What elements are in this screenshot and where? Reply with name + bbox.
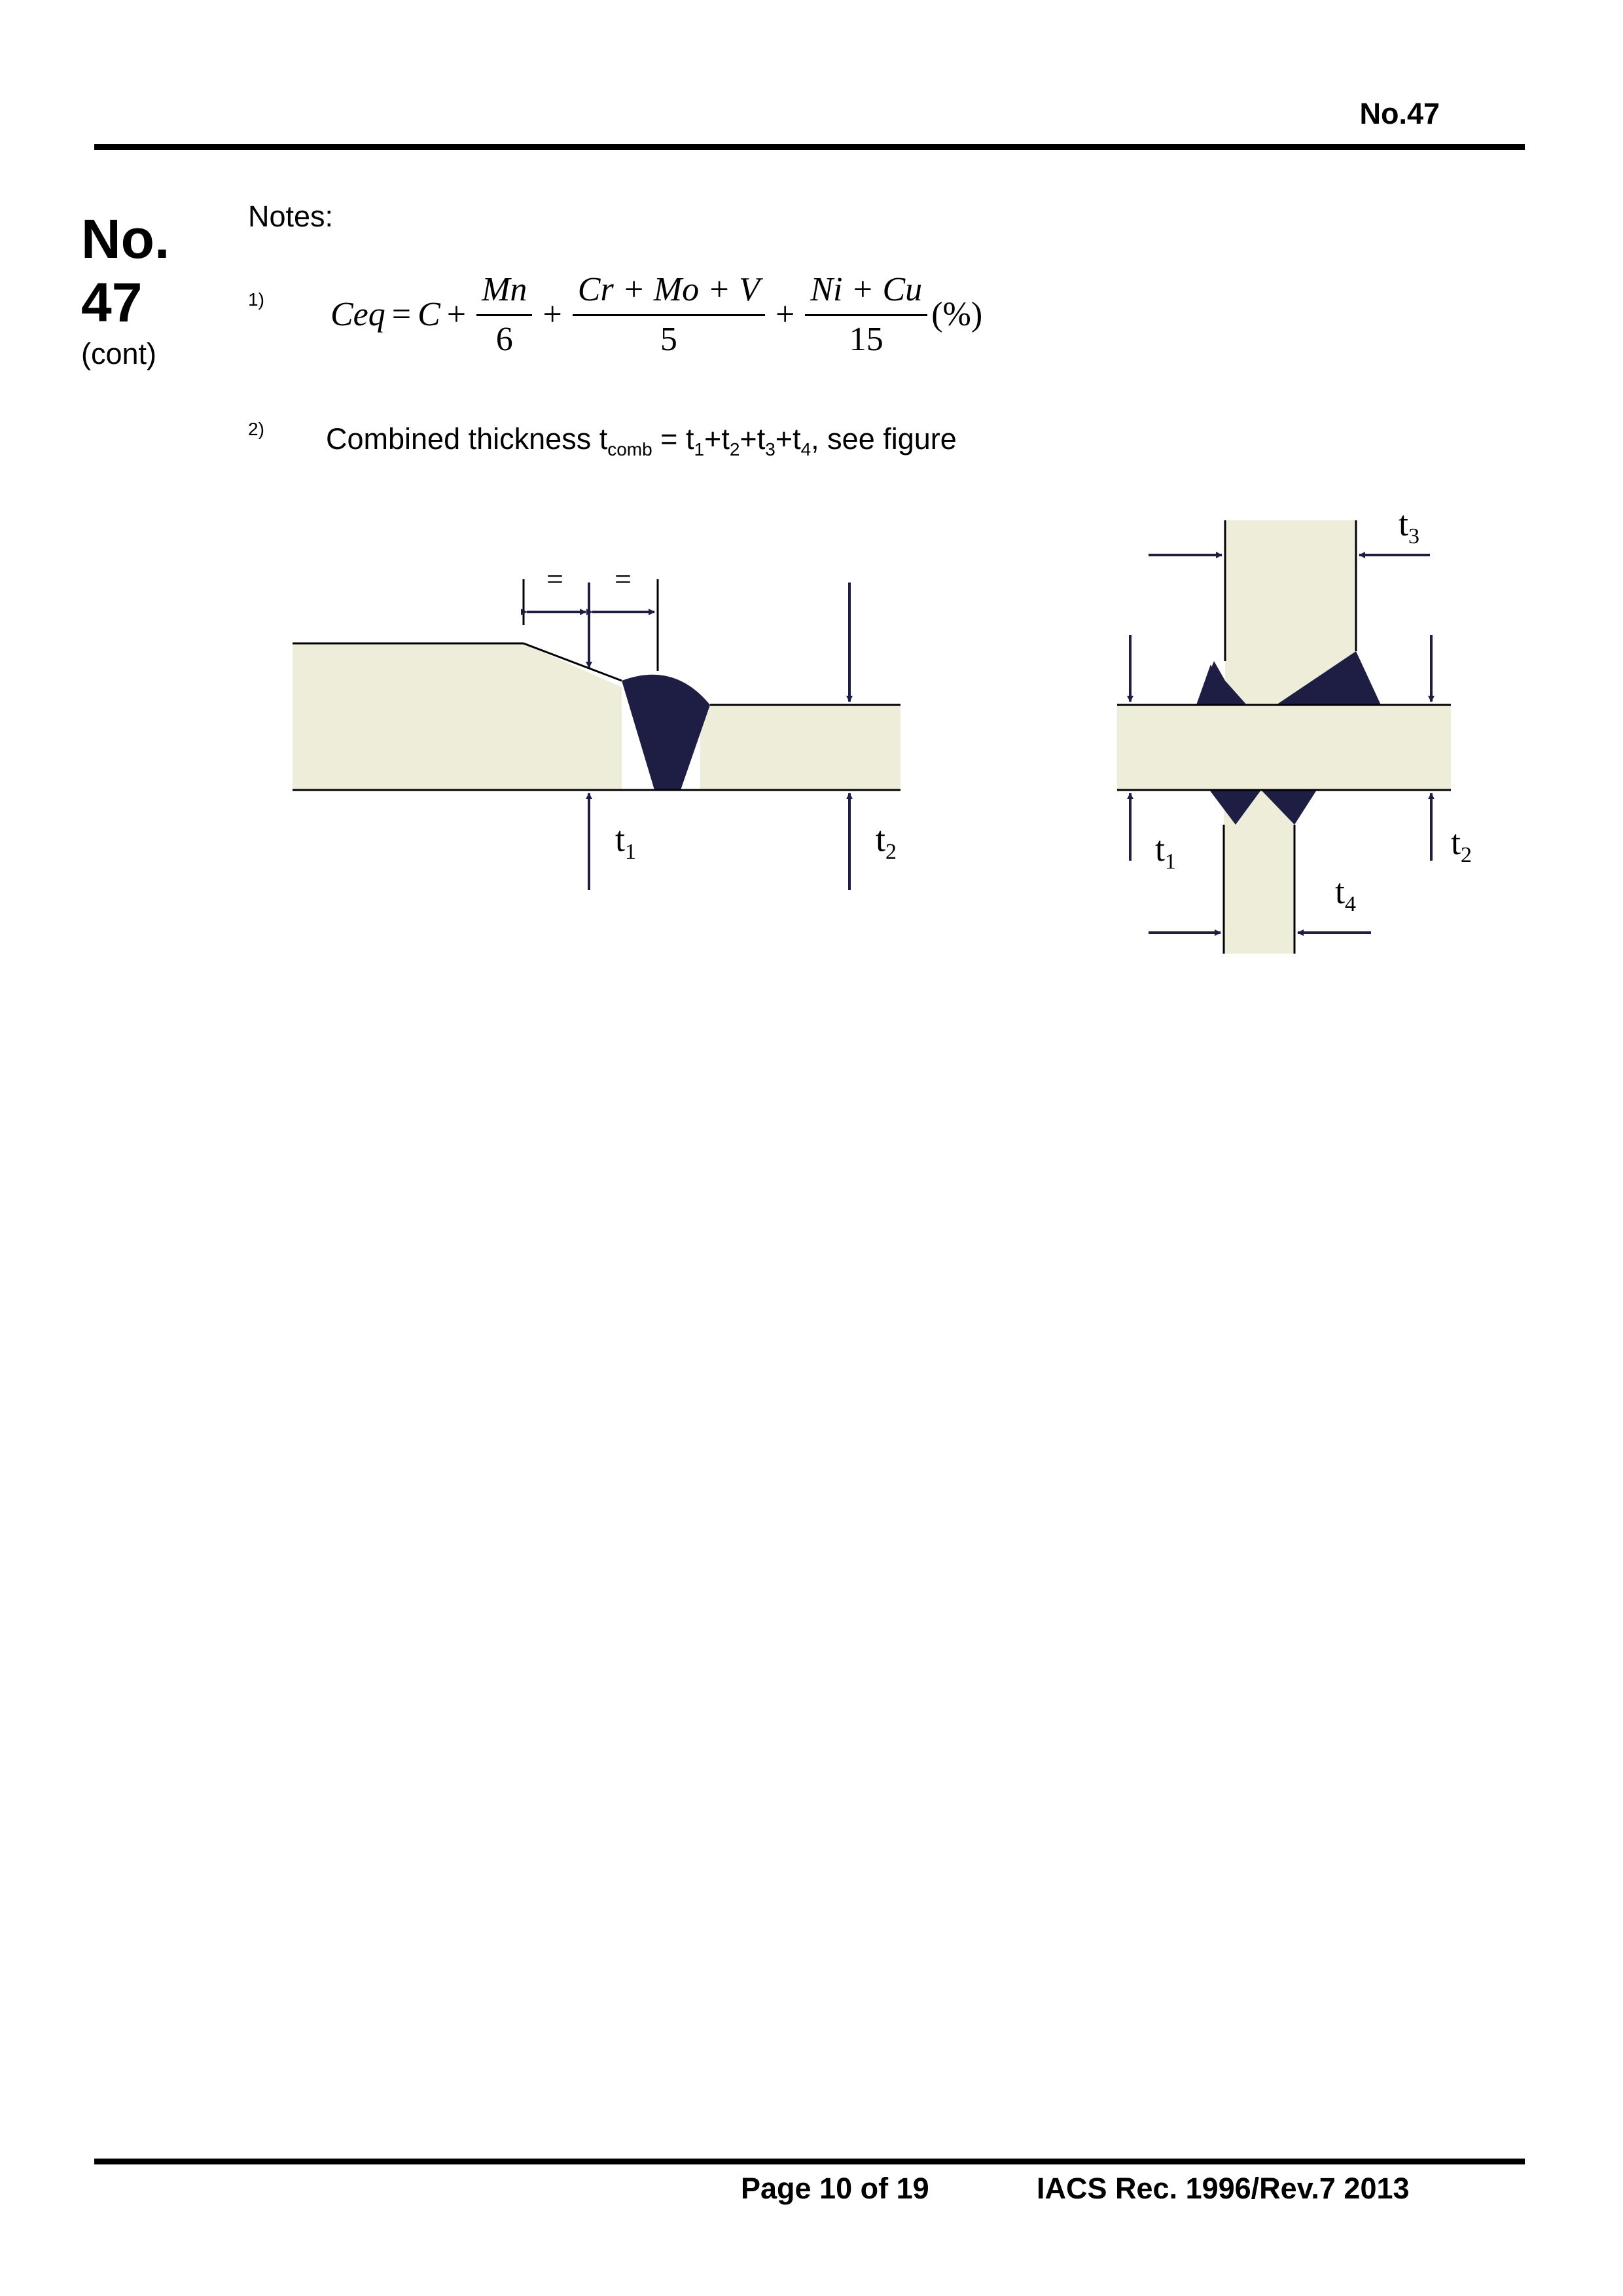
percent-unit: (%) — [931, 295, 983, 333]
plus-sign: + — [775, 295, 795, 333]
t1-subscript: 1 — [694, 439, 705, 459]
fraction-mn-denominator: 6 — [495, 320, 513, 358]
note-2-prefix: Combined thickness t — [326, 422, 608, 456]
notes-heading: Notes: — [248, 200, 334, 233]
note-2-plus-2: +t — [740, 422, 766, 456]
horizontal-plate — [1117, 705, 1451, 790]
note-2-plus-3: +t — [775, 422, 801, 456]
side-no-label: No. — [81, 208, 170, 270]
t1-label: $t_1$ — [1155, 829, 1177, 874]
fraction-ni-cu-numerator: Ni + Cu — [805, 270, 927, 316]
t3-subscript: 3 — [765, 439, 776, 459]
note-2-plus-1: +t — [704, 422, 730, 456]
equal-mark-1: = — [546, 562, 563, 596]
fraction-ni-cu-denominator: 15 — [849, 320, 883, 358]
page-number: Page 10 of 19 — [741, 2172, 929, 2205]
t3-label: $t_3$ — [1399, 504, 1420, 548]
note-2-eq: = t — [652, 422, 694, 456]
document-reference: IACS Rec. 1996/Rev.7 2013 — [1037, 2172, 1410, 2205]
thick-plate — [293, 643, 622, 790]
footer-rule — [94, 2159, 1525, 2164]
t-comb-subscript: comb — [607, 439, 652, 459]
weld-bead — [622, 675, 710, 790]
carbon-symbol: C — [418, 295, 440, 333]
thin-plate — [700, 705, 901, 790]
fraction-cr-mo-v-denominator: 5 — [660, 320, 677, 358]
cruciform-joint-diagram — [1117, 504, 1472, 954]
note-2-marker: 2) — [248, 419, 264, 439]
note-1-marker: 1) — [248, 289, 264, 310]
plus-sign: + — [446, 295, 467, 333]
plus-sign: + — [543, 295, 562, 333]
t1-label: $t_1$ — [615, 819, 637, 864]
side-number: 47 — [81, 272, 143, 333]
t2-label: $t_2$ — [1451, 823, 1472, 867]
equal-mark-2: = — [615, 562, 632, 596]
side-cont-label: (cont) — [81, 337, 157, 370]
butt-weld-diagram — [293, 562, 901, 890]
ceq-symbol: Ceq — [330, 295, 385, 333]
fraction-mn-numerator: Mn — [476, 270, 532, 316]
t4-subscript: 4 — [800, 439, 812, 459]
document-number: No.47 — [1359, 97, 1440, 130]
t2-label: $t_2$ — [876, 819, 897, 864]
t2-subscript: 2 — [729, 439, 740, 459]
t4-label: $t_4$ — [1335, 872, 1357, 916]
note-2-suffix: , see figure — [811, 422, 957, 456]
fraction-cr-mo-v-numerator: Cr + Mo + V — [573, 270, 765, 316]
equals-sign: = — [391, 295, 412, 333]
